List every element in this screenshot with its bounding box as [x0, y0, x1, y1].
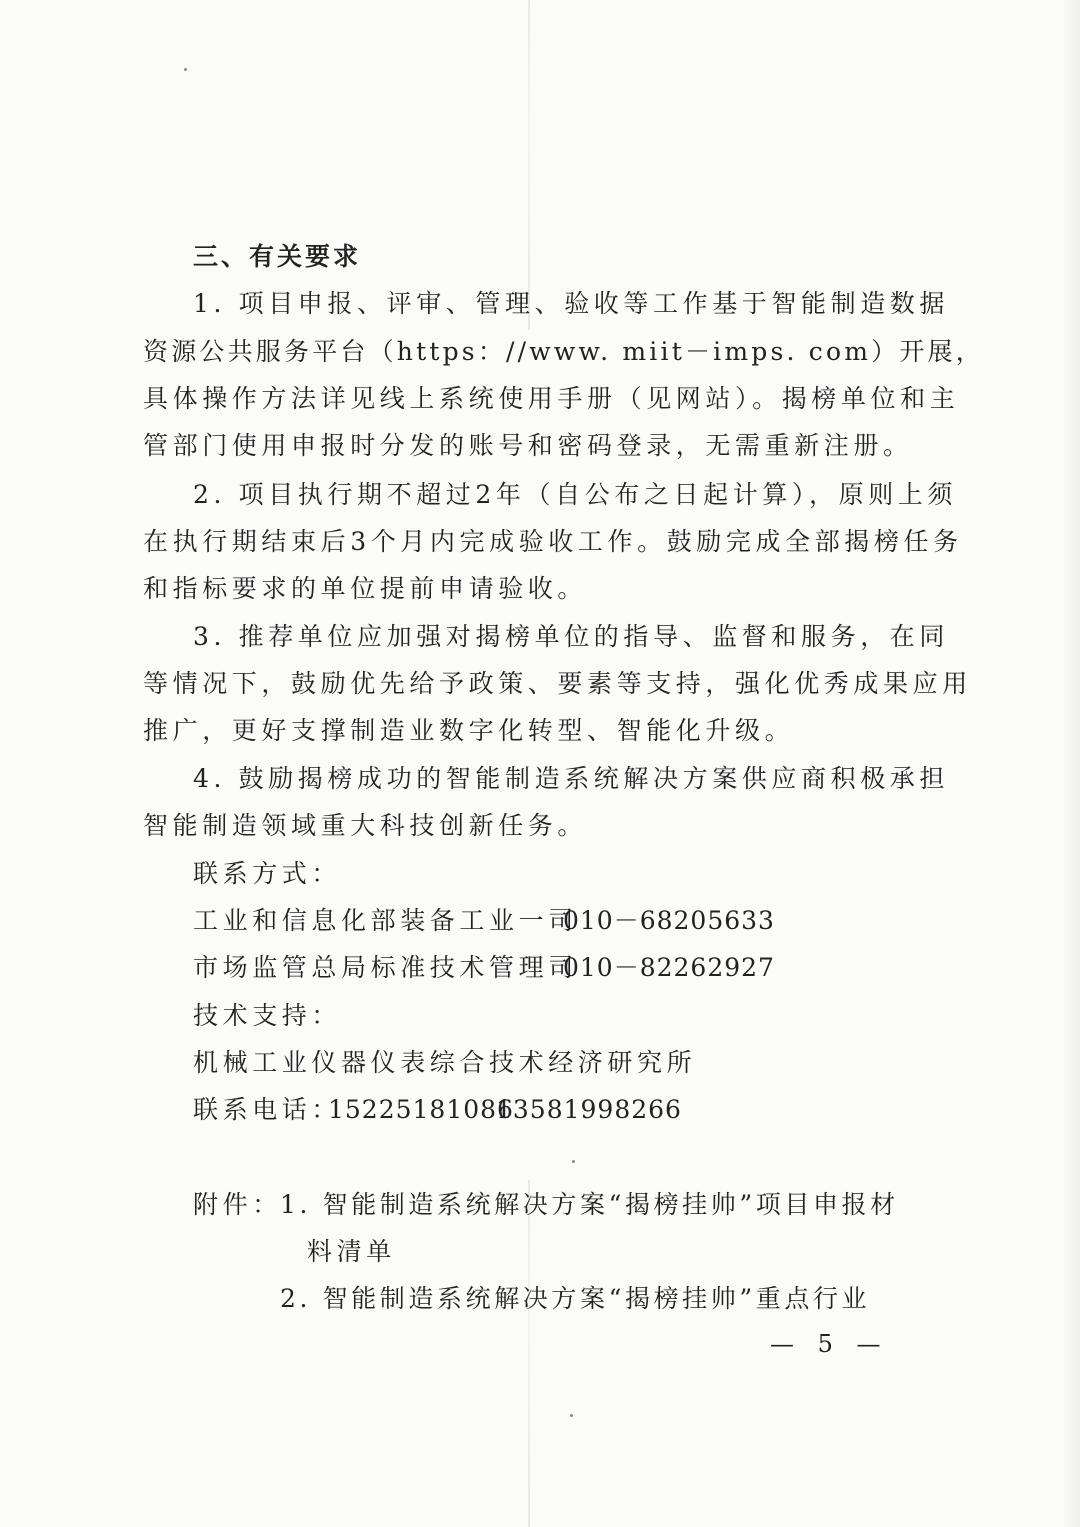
- paragraph-3-line-3: 推广，更好支撑制造业数字化转型、智能化升级。: [143, 716, 795, 745]
- support-phone-2: 13581998266: [496, 1095, 682, 1124]
- scan-speck: [572, 1160, 575, 1163]
- attachment-1-line-1: 1. 智能制造系统解决方案“揭榜挂帅”项目申报材: [280, 1190, 899, 1219]
- contact-org-1: 工业和信息化部装备工业一司: [193, 906, 578, 935]
- paragraph-1-line-4: 管部门使用申报时分发的账号和密码登录，无需重新注册。: [143, 431, 913, 460]
- attachments-label: 附件：: [193, 1190, 282, 1219]
- paragraph-2-line-2: 在执行期结束后3个月内完成验收工作。鼓励完成全部揭榜任务: [143, 527, 963, 556]
- scan-edge-shade: [1062, 0, 1080, 1527]
- section-heading: 三、有关要求: [193, 242, 362, 271]
- support-label: 技术支持：: [193, 1001, 342, 1030]
- paragraph-1-line-3: 具体操作方法详见线上系统使用手册（见网站）。揭榜单位和主: [143, 384, 960, 413]
- contact-label: 联系方式：: [193, 859, 342, 888]
- paragraph-2-line-3: 和指标要求的单位提前申请验收。: [143, 574, 588, 603]
- attachment-2: 2. 智能制造系统解决方案“揭榜挂帅”重点行业: [280, 1284, 871, 1313]
- paragraph-4-line-1: 4. 鼓励揭榜成功的智能制造系统解决方案供应商积极承担: [193, 764, 950, 793]
- page-number: — 5 —: [770, 1330, 889, 1358]
- scan-crease-line: [528, 1180, 530, 1527]
- contact-org-2: 市场监管总局标准技术管理司: [193, 953, 578, 982]
- support-phone-label: 联系电话：: [193, 1095, 342, 1124]
- attachment-1-line-2: 料清单: [307, 1237, 396, 1266]
- support-phone-1: 15225181086: [328, 1095, 514, 1124]
- support-org: 机械工业仪器仪表综合技术经济研究所: [193, 1048, 697, 1077]
- scan-speck: [570, 1414, 573, 1417]
- contact-phone-1: 010－68205633: [563, 906, 775, 935]
- paragraph-1-line-2: 资源公共服务平台（https：//www. miit－imps. com）开展，: [143, 337, 984, 366]
- paragraph-3-line-1: 3. 推荐单位应加强对揭榜单位的指导、监督和服务，在同: [193, 622, 950, 651]
- paragraph-4-line-2: 智能制造领域重大科技创新任务。: [143, 811, 588, 840]
- scan-crease-line: [528, 0, 530, 330]
- paragraph-2-line-1: 2. 项目执行期不超过2年（自公布之日起计算），原则上须: [193, 480, 958, 509]
- paragraph-3-line-2: 等情况下，鼓励优先给予政策、要素等支持，强化优秀成果应用: [143, 669, 972, 698]
- scan-speck: [184, 68, 187, 71]
- paragraph-1-line-1: 1. 项目申报、评审、管理、验收等工作基于智能制造数据: [193, 289, 950, 318]
- contact-phone-2: 010－82262927: [563, 953, 775, 982]
